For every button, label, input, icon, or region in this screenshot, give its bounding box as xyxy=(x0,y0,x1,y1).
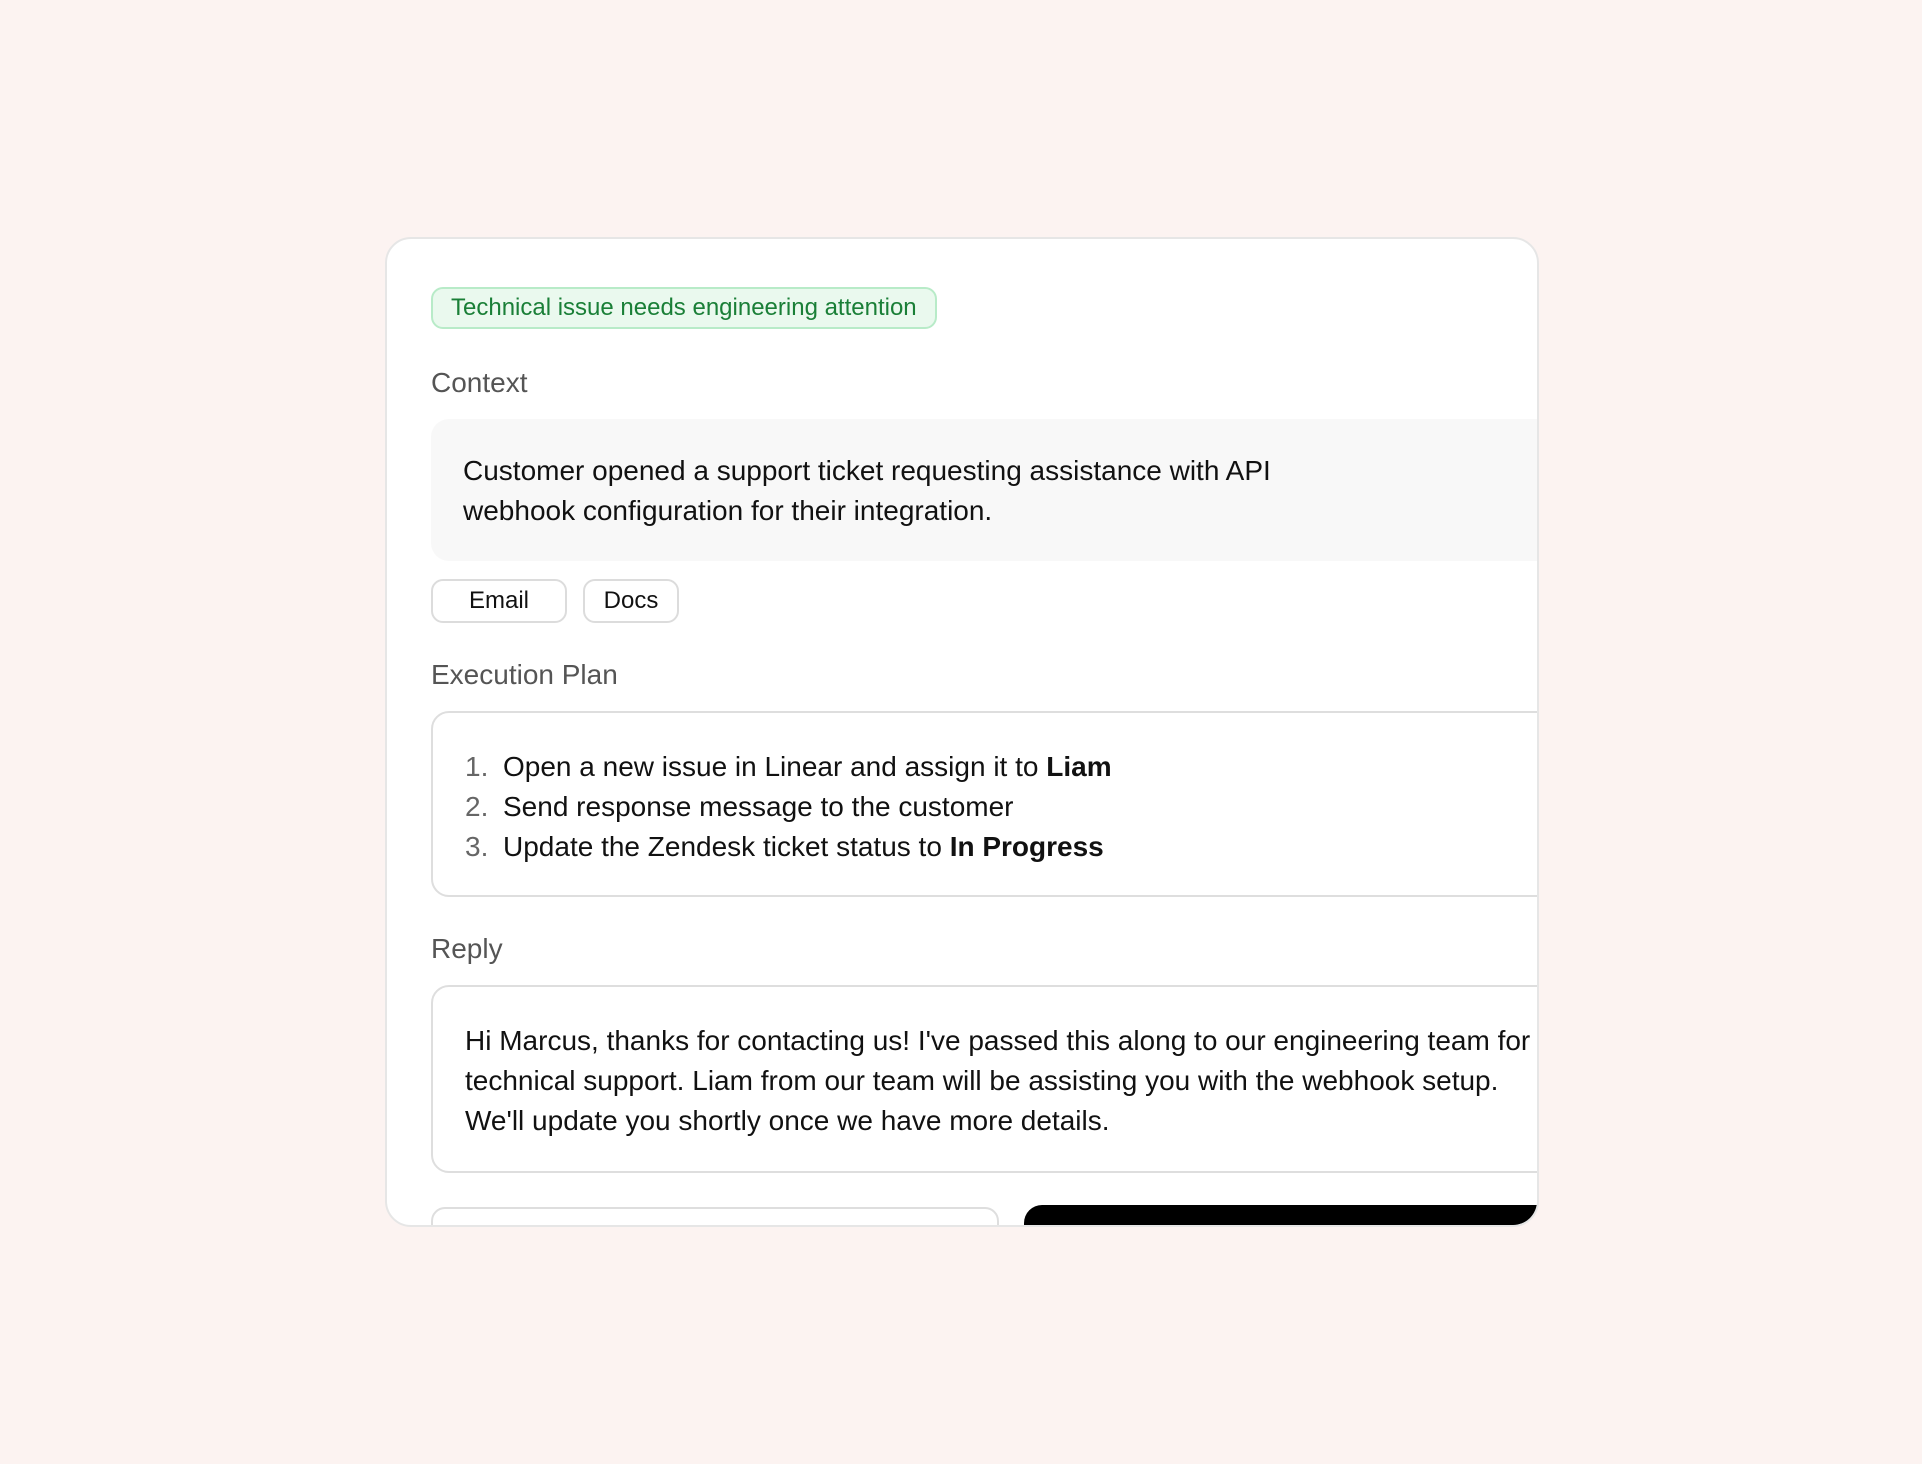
context-text: Customer opened a support ticket requesting assistance with API webhook configuration for their integration. xyxy=(463,455,1271,526)
plan-step xyxy=(465,787,1537,827)
docs-chip[interactable]: Docs xyxy=(583,579,679,623)
plan-step-number: 1. xyxy=(465,751,489,782)
execution-plan-label: Execution Plan xyxy=(431,659,618,690)
context-label: Context xyxy=(431,367,528,398)
secondary-button[interactable] xyxy=(431,1207,999,1227)
plan-step-status: In Progress xyxy=(949,831,1104,862)
plan-step-assignee: Liam xyxy=(1046,751,1112,782)
reply-box[interactable] xyxy=(431,985,1539,1173)
email-chip[interactable]: Email xyxy=(431,579,567,623)
plan-step-number: 3. xyxy=(465,831,489,862)
reply-text[interactable]: Hi Marcus, thanks for contacting us! I've passed this along to our engineering team for technical support. Liam from our team will be assisting you with the webhook setup. We'll update you shortly once we have more details. xyxy=(465,1025,1531,1136)
plan-step xyxy=(465,747,1537,787)
reply-label: Reply xyxy=(431,933,503,964)
plan-step-text: Send response message to the customer xyxy=(503,791,1014,822)
plan-step-number: 2. xyxy=(465,791,489,822)
context-box xyxy=(431,419,1539,561)
primary-button[interactable] xyxy=(1024,1205,1539,1227)
status-badge: Technical issue needs engineering attention xyxy=(431,287,937,329)
plan-step xyxy=(465,827,1537,867)
execution-plan-box xyxy=(431,711,1539,897)
plan-step-text: Update the Zendesk ticket status to xyxy=(503,831,950,862)
ticket-card xyxy=(385,237,1539,1227)
plan-step-text: Open a new issue in Linear and assign it to xyxy=(503,751,1047,782)
